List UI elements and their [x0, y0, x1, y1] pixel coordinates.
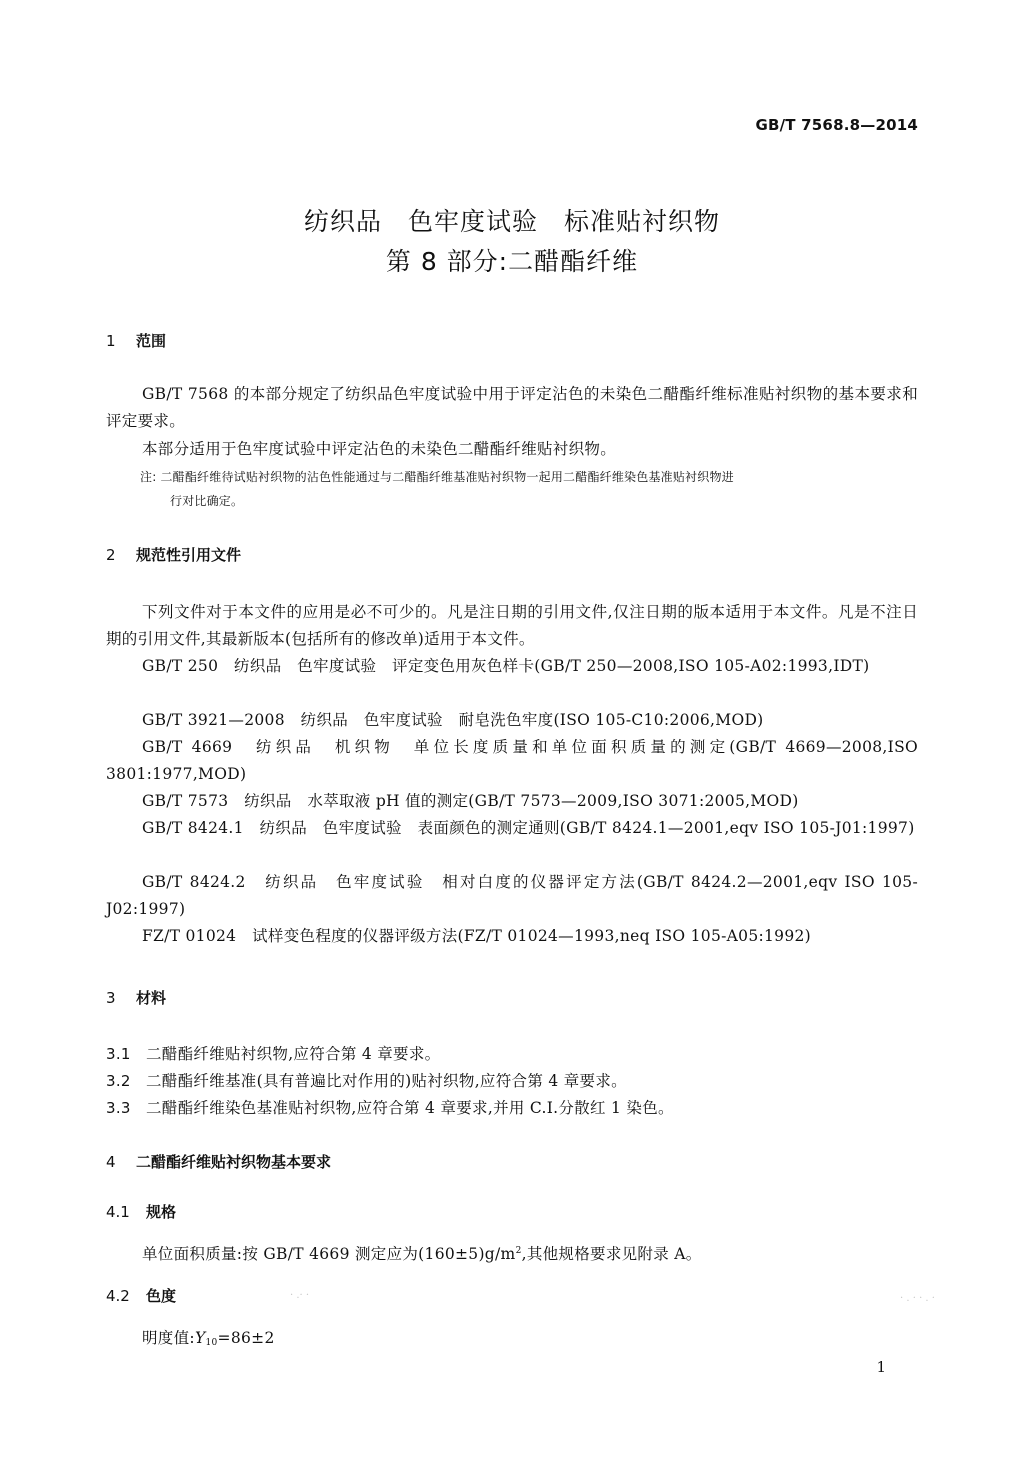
lightness-label: 明度值:	[142, 1329, 195, 1347]
reference-item: GB/T 8424.2 纺织品 色牢度试验 相对白度的仪器评定方法(GB/T 8424.2—2001,eqv ISO 105-J02:1997)	[106, 873, 918, 918]
reference-item: FZ/T 01024 试样变色程度的仪器评级方法(FZ/T 01024—1993,neq ISO 105-A05:1992)	[142, 927, 811, 945]
clause-3-3	[106, 1096, 674, 1118]
subsection-4-1-heading	[106, 1201, 176, 1222]
subsection-4-2-heading	[106, 1285, 176, 1306]
section-1-paragraph-2: 本部分适用于色牢度试验中评定沾色的未染色二醋酯纤维贴衬织物。	[142, 440, 617, 458]
section-3-heading	[106, 987, 166, 1008]
subsection-title: 色度	[146, 1287, 177, 1305]
document-title-line2: 第 8 部分:二醋酯纤维	[385, 247, 639, 276]
section-title: 范围	[136, 332, 167, 350]
clause-text: 二醋酯纤维基准(具有普遍比对作用的)贴衬织物,应符合第 4 章要求。	[146, 1072, 627, 1090]
clause-text: 二醋酯纤维贴衬织物,应符合第 4 章要求。	[146, 1045, 441, 1063]
lightness-subscript: 10	[205, 1338, 218, 1348]
subsection-number: 4.2	[106, 1287, 130, 1305]
scan-artifact: · . · · . ·	[900, 1293, 935, 1304]
section-number: 4	[106, 1153, 116, 1171]
page-number: 1	[876, 1358, 886, 1376]
spec-text: 单位面积质量:按 GB/T 4669 测定应为(160±5)g/m	[142, 1245, 516, 1263]
reference-item: GB/T 250 纺织品 色牢度试验 评定变色用灰色样卡(GB/T 250—2008,ISO 105-A02:1993,IDT)	[142, 657, 870, 675]
note-label: 注:	[140, 470, 157, 484]
unit-exponent: 2	[515, 1246, 522, 1256]
clause-text: 二醋酯纤维染色基准贴衬织物,应符合第 4 章要求,并用 C.I.分散红 1 染色。	[146, 1099, 674, 1117]
reference-item: GB/T 4669 纺织品 机织物 单位长度质量和单位面积质量的测定(GB/T 4669—2008,ISO 3801:1977,MOD)	[106, 738, 918, 783]
clause-3-2	[106, 1069, 627, 1091]
reference-item: GB/T 8424.1 纺织品 色牢度试验 表面颜色的测定通则(GB/T 8424.1—2001,eqv ISO 105-J01:1997)	[142, 819, 915, 837]
section-2-heading	[106, 544, 241, 565]
section-number: 2	[106, 546, 116, 564]
section-1-note	[140, 465, 918, 513]
section-title: 材料	[136, 989, 167, 1007]
lightness-value	[142, 1326, 275, 1348]
lightness-number: =86±2	[217, 1329, 275, 1347]
section-2-intro: 下列文件对于本文件的应用是必不可少的。凡是注日期的引用文件,仅注日期的版本适用于本文件。凡是不注日期的引用文件,其最新版本(包括所有的修改单)适用于本文件。	[106, 603, 918, 648]
section-1-heading	[106, 330, 166, 351]
subsection-4-1-text	[142, 1242, 702, 1264]
document-title-line1: 纺织品 色牢度试验 标准贴衬织物	[303, 207, 720, 236]
section-1-paragraph-1: GB/T 7568 的本部分规定了纺织品色牢度试验中用于评定沾色的未染色二醋酯纤维标准贴衬织物的基本要求和评定要求。	[106, 385, 918, 430]
section-title: 二醋酯纤维贴衬织物基本要求	[136, 1153, 332, 1171]
clause-number: 3.2	[106, 1072, 131, 1090]
lightness-symbol: Y	[194, 1329, 206, 1347]
scan-artifact: · .· ·	[290, 1290, 310, 1301]
subsection-number: 4.1	[106, 1203, 130, 1221]
section-title: 规范性引用文件	[136, 546, 242, 564]
section-number: 3	[106, 989, 116, 1007]
clause-number: 3.1	[106, 1045, 131, 1063]
section-4-heading	[106, 1151, 331, 1172]
clause-3-1	[106, 1042, 440, 1064]
spec-text-tail: ,其他规格要求见附录 A。	[521, 1245, 702, 1263]
clause-number: 3.3	[106, 1099, 131, 1117]
note-line-2: 行对比确定。	[170, 494, 244, 508]
reference-item: GB/T 3921—2008 纺织品 色牢度试验 耐皂洗色牢度(ISO 105-C10:2006,MOD)	[142, 711, 764, 729]
standard-code: GB/T 7568.8—2014	[755, 116, 918, 134]
section-number: 1	[106, 332, 116, 350]
reference-item: GB/T 7573 纺织品 水萃取液 pH 值的测定(GB/T 7573—2009,ISO 3071:2005,MOD)	[142, 792, 799, 810]
note-line-1: 二醋酯纤维待试贴衬织物的沾色性能通过与二醋酯纤维基准贴衬织物一起用二醋酯纤维染色基准贴衬织物进	[160, 470, 734, 484]
subsection-title: 规格	[146, 1203, 177, 1221]
